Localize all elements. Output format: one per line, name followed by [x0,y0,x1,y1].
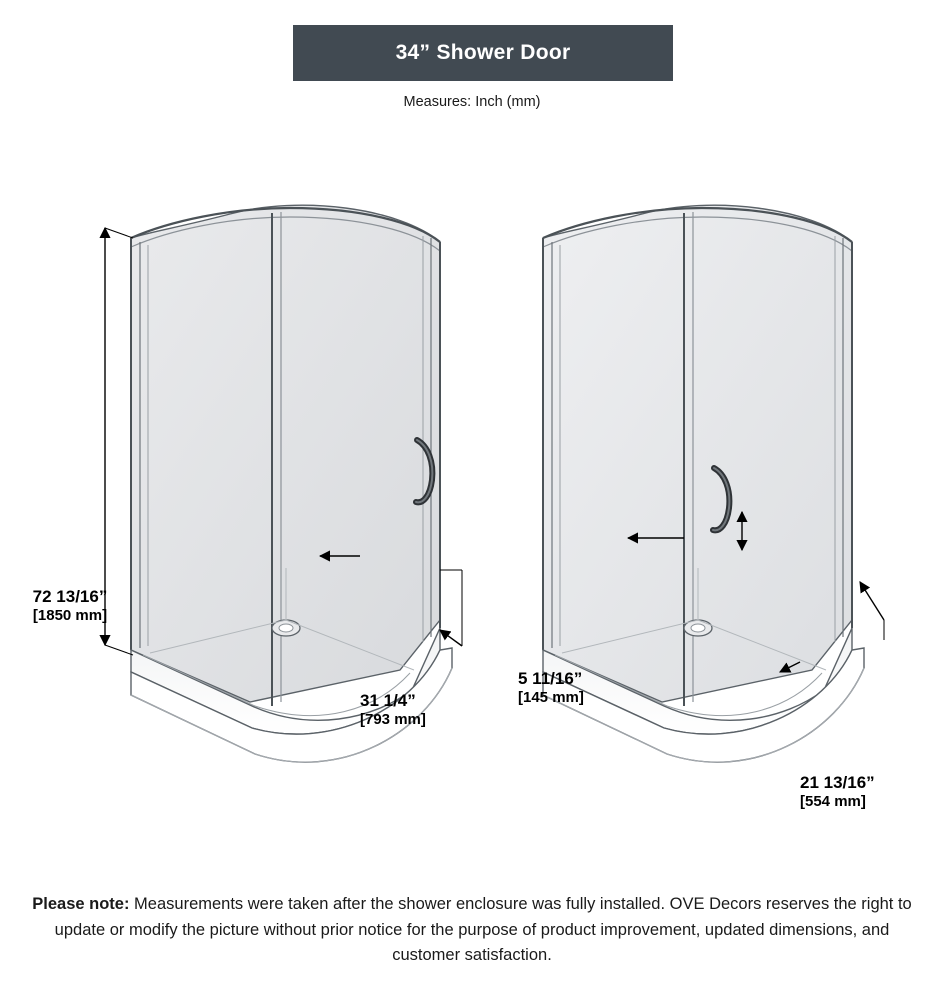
technical-drawing [0,150,944,880]
measures-units-note: Measures: Inch (mm) [403,94,541,110]
dimension-label-height: 72 13/16” [1850 mm] [32,587,108,625]
please-note-body: Measurements were taken after the shower enclosure was fully installed. OVE Decors reserves the right to update or modify the picture without prior notice for the purpose of product improvement, updated dimensions, and customer satisfaction. [54,895,912,965]
dimension-label-width: 31 1/4” [793 mm] [360,691,426,729]
page-title: 34” Shower Door [395,41,571,64]
please-note-text [28,892,916,969]
please-note-lead: Please note: [32,895,130,913]
title-bar [293,25,673,81]
left-shower-unit [131,205,452,762]
dimension-label-depth: 21 13/16” [554 mm] [800,773,875,811]
dimension-label-handle-height: 5 11/16” [145 mm] [518,669,584,707]
